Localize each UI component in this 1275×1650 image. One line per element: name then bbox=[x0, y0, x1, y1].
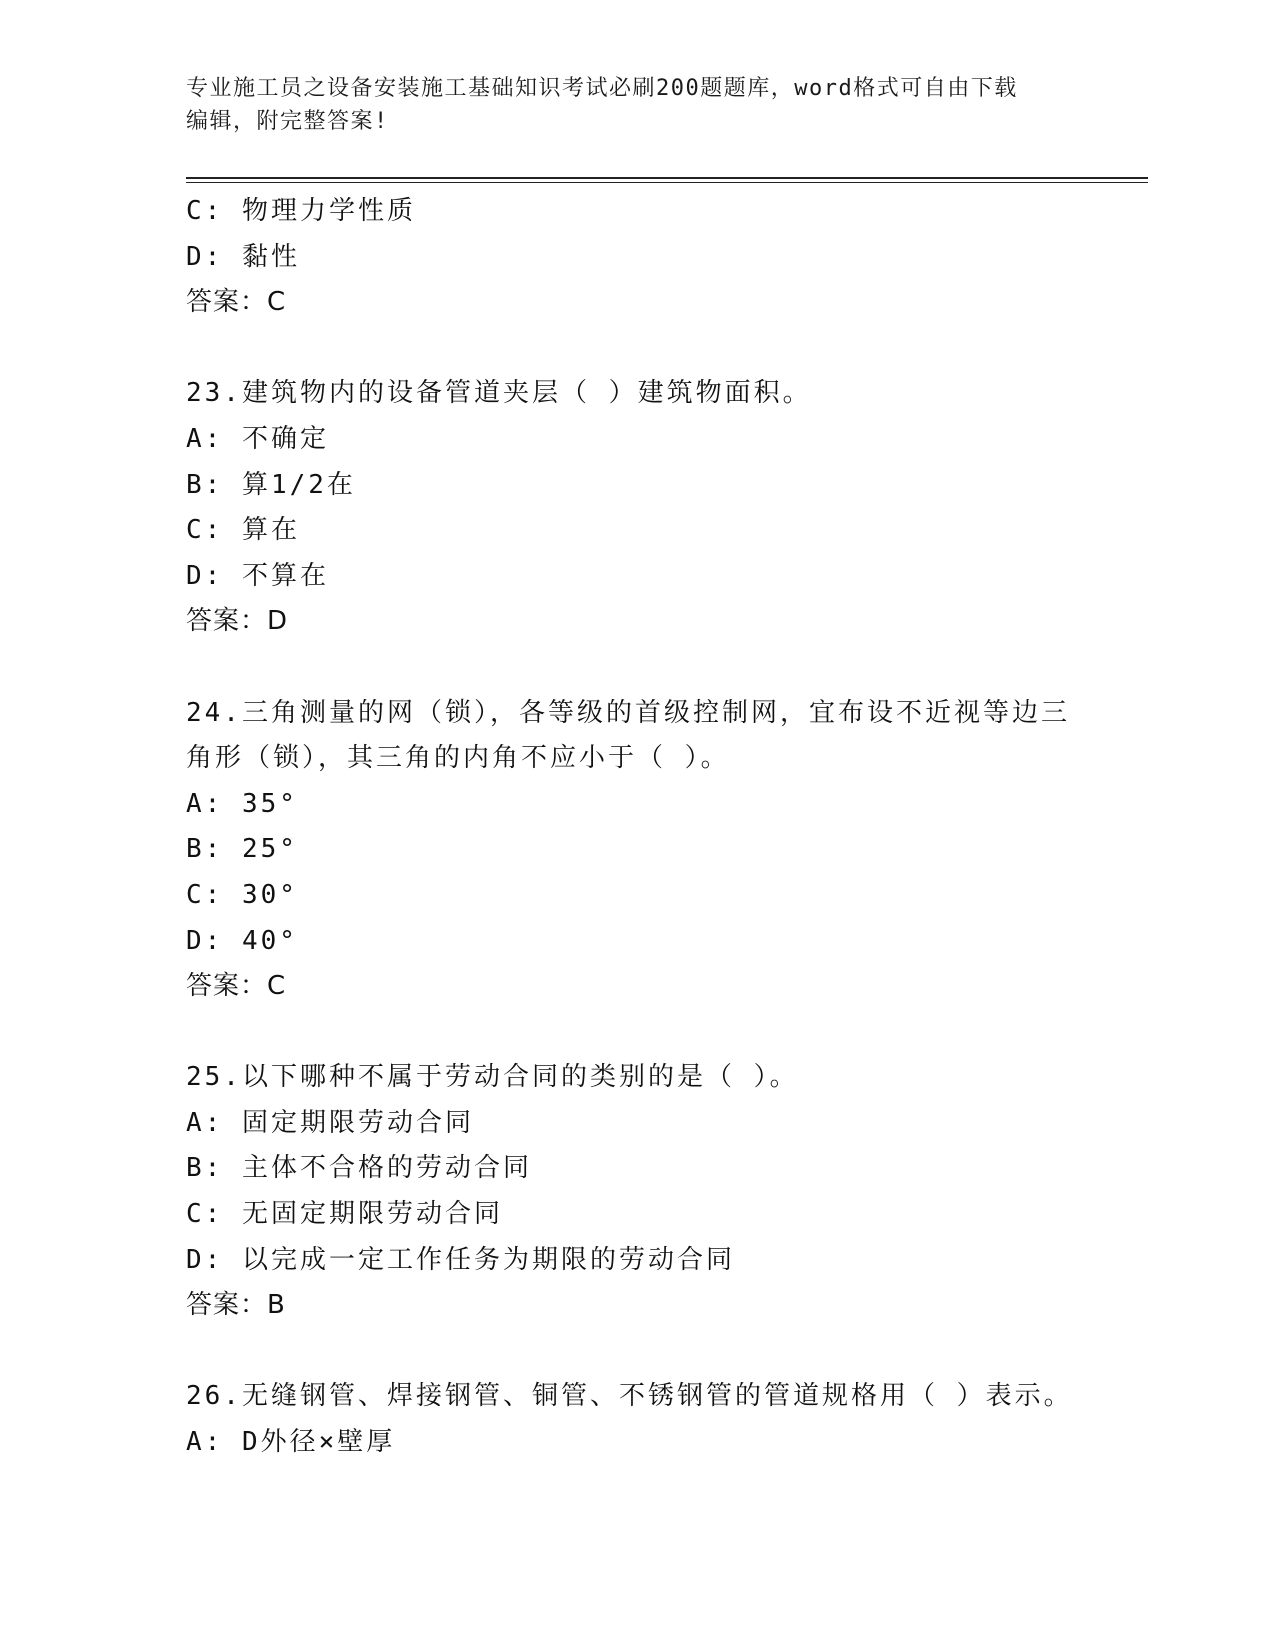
question-23-option-d: D: 不算在 bbox=[186, 560, 329, 591]
question-24-option-c: C: 30° bbox=[186, 879, 298, 910]
spacer bbox=[186, 326, 1086, 372]
question-23-option-a: A: 不确定 bbox=[186, 423, 329, 454]
header-rule-thin bbox=[186, 182, 1148, 183]
question-25-answer: 答案：B bbox=[186, 1290, 286, 1321]
question-24-answer: 答案：C bbox=[186, 971, 287, 1002]
question-24-option-b: B: 25° bbox=[186, 834, 298, 865]
question-25-option-d: D: 以完成一定工作任务为期限的劳动合同 bbox=[186, 1244, 735, 1275]
question-24-option-a: A: 35° bbox=[186, 788, 298, 819]
question-26-option-a: A: D外径×壁厚 bbox=[186, 1427, 396, 1458]
header-rule-thick bbox=[186, 177, 1148, 179]
spacer bbox=[186, 1329, 1086, 1375]
header-line-1: 专业施工员之设备安装施工基础知识考试必刷200题题库，word格式可自由下载 bbox=[186, 76, 1018, 101]
question-25-text: 25.以下哪种不属于劳动合同的类别的是（ ）。 bbox=[186, 1062, 799, 1093]
question-25-option-a: A: 固定期限劳动合同 bbox=[186, 1107, 474, 1138]
question-23-option-b: B: 算1/2在 bbox=[186, 469, 356, 500]
question-list bbox=[186, 189, 1086, 1466]
spacer bbox=[186, 645, 1086, 691]
question-24-text-line-2: 角形（锁），其三角的内角不应小于（ ）。 bbox=[186, 743, 730, 774]
question-24-text-line-1: 24.三角测量的网（锁），各等级的首级控制网，宜布设不近视等边三 bbox=[186, 697, 1070, 728]
question-26-text: 26.无缝钢管、焊接钢管、铜管、不锈钢管的管道规格用（ ）表示。 bbox=[186, 1381, 1073, 1412]
question-23-text: 23.建筑物内的设备管道夹层（ ）建筑物面积。 bbox=[186, 378, 812, 409]
question-25-option-c: C: 无固定期限劳动合同 bbox=[186, 1199, 503, 1230]
prev-answer: 答案：C bbox=[186, 287, 287, 318]
question-23-option-c: C: 算在 bbox=[186, 515, 300, 546]
prev-option-d: D: 黏性 bbox=[186, 241, 300, 272]
question-23-answer: 答案：D bbox=[186, 606, 289, 637]
prev-option-c: C: 物理力学性质 bbox=[186, 196, 416, 226]
header-line-2: 编辑，附完整答案! bbox=[186, 109, 389, 134]
spacer bbox=[186, 1010, 1086, 1056]
question-24-option-d: D: 40° bbox=[186, 925, 298, 956]
document-header bbox=[186, 72, 1066, 138]
question-25-option-b: B: 主体不合格的劳动合同 bbox=[186, 1153, 532, 1184]
